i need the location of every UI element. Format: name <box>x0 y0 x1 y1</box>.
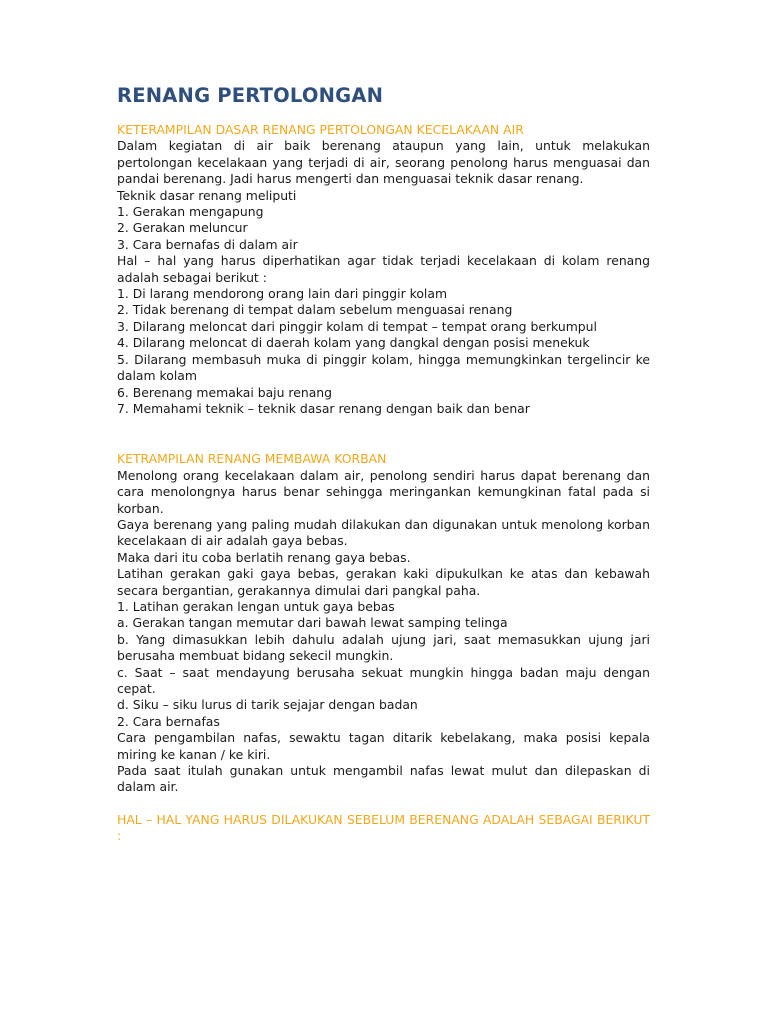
section-spacer <box>117 417 650 451</box>
section-keterampilan-dasar <box>117 122 650 417</box>
section-membawa-korban <box>117 451 650 796</box>
page-title: RENANG PERTOLONGAN <box>117 84 384 107</box>
paragraph: Gaya berenang yang paling mudah dilakukan dan digunakan untuk menolong korban kecelakaan di air adalah gaya bebas. <box>117 516 650 549</box>
list-item: 4. Dilarang meloncat di daerah kolam yang dangkal dengan posisi menekuk <box>117 335 590 351</box>
list-item: 3. Dilarang meloncat dari pinggir kolam di tempat – tempat orang berkumpul <box>117 318 597 334</box>
section-spacer <box>117 796 650 812</box>
list-item: 1. Gerakan mengapung <box>117 204 264 220</box>
list-item: 2. Tidak berenang di tempat dalam sebelum menguasai renang <box>117 302 513 318</box>
list-item: 3. Cara bernafas di dalam air <box>117 236 298 252</box>
list-item: 7. Memahami teknik – teknik dasar renang dengan baik dan benar <box>117 400 530 416</box>
section-sebelum-berenang <box>117 812 650 845</box>
list-item: b. Yang dimasukkan lebih dahulu adalah ujung jari, saat memasukkan ujung jari berusaha membuat bidang sekecil mungkin. <box>117 631 650 664</box>
paragraph: Menolong orang kecelakaan dalam air, penolong sendiri harus dapat berenang dan cara menolongnya harus benar sehingga meringankan kemungkinan fatal pada si korban. <box>117 467 650 516</box>
section-heading: HAL – HAL YANG HARUS DILAKUKAN SEBELUM BERENANG ADALAH SEBAGAI BERIKUT : <box>117 811 650 844</box>
paragraph: Maka dari itu coba berlatih renang gaya bebas. <box>117 549 411 565</box>
list-item: 1. Latihan gerakan lengan untuk gaya bebas <box>117 598 395 614</box>
document-page <box>117 84 650 845</box>
list-item: a. Gerakan tangan memutar dari bawah lewat samping telinga <box>117 615 508 631</box>
paragraph: Pada saat itulah gunakan untuk mengambil nafas lewat mulut dan dilepaskan di dalam air. <box>117 763 650 795</box>
hal-intro-paragraph: Hal – hal yang harus diperhatikan agar tidak terjadi kecelakaan di kolam renang adalah sebagai berikut : <box>117 253 650 285</box>
paragraph: Cara pengambilan nafas, sewaktu tagan ditarik kebelakang, maka posisi kepala miring ke kanan / ke kiri. <box>117 730 650 762</box>
list-item: 5. Dilarang membasuh muka di pinggir kolam, hingga memungkinkan tergelincir ke dalam kolam <box>117 351 650 384</box>
list-item: 2. Cara bernafas <box>117 713 220 729</box>
paragraph: Latihan gerakan gaki gaya bebas, gerakan kaki dipukulkan ke atas dan kebawah secara bergantian, gerakannya dimulai dari pangkal paha. <box>117 566 650 598</box>
section-heading: KETRAMPILAN RENANG MEMBAWA KORBAN <box>117 451 387 467</box>
section-heading: KETERAMPILAN DASAR RENANG PERTOLONGAN KECELAKAAN AIR <box>117 122 524 137</box>
teknik-label: Teknik dasar renang meliputi <box>117 187 297 203</box>
list-item: d. Siku – siku lurus di tarik sejajar dengan badan <box>117 697 418 713</box>
list-item: 2. Gerakan meluncur <box>117 220 248 236</box>
intro-paragraph: Dalam kegiatan di air baik berenang ataupun yang lain, untuk melakukan pertolongan kecelakaan yang terjadi di air, seorang penolong harus menguasai dan pandai berenang. Jadi harus mengerti dan menguasai teknik dasar renang. <box>117 138 650 187</box>
list-item: c. Saat – saat mendayung berusaha sekuat mungkin hingga badan maju dengan cepat. <box>117 664 650 696</box>
list-item: 1. Di larang mendorong orang lain dari pinggir kolam <box>117 286 448 302</box>
list-item: 6. Berenang memakai baju renang <box>117 384 333 400</box>
